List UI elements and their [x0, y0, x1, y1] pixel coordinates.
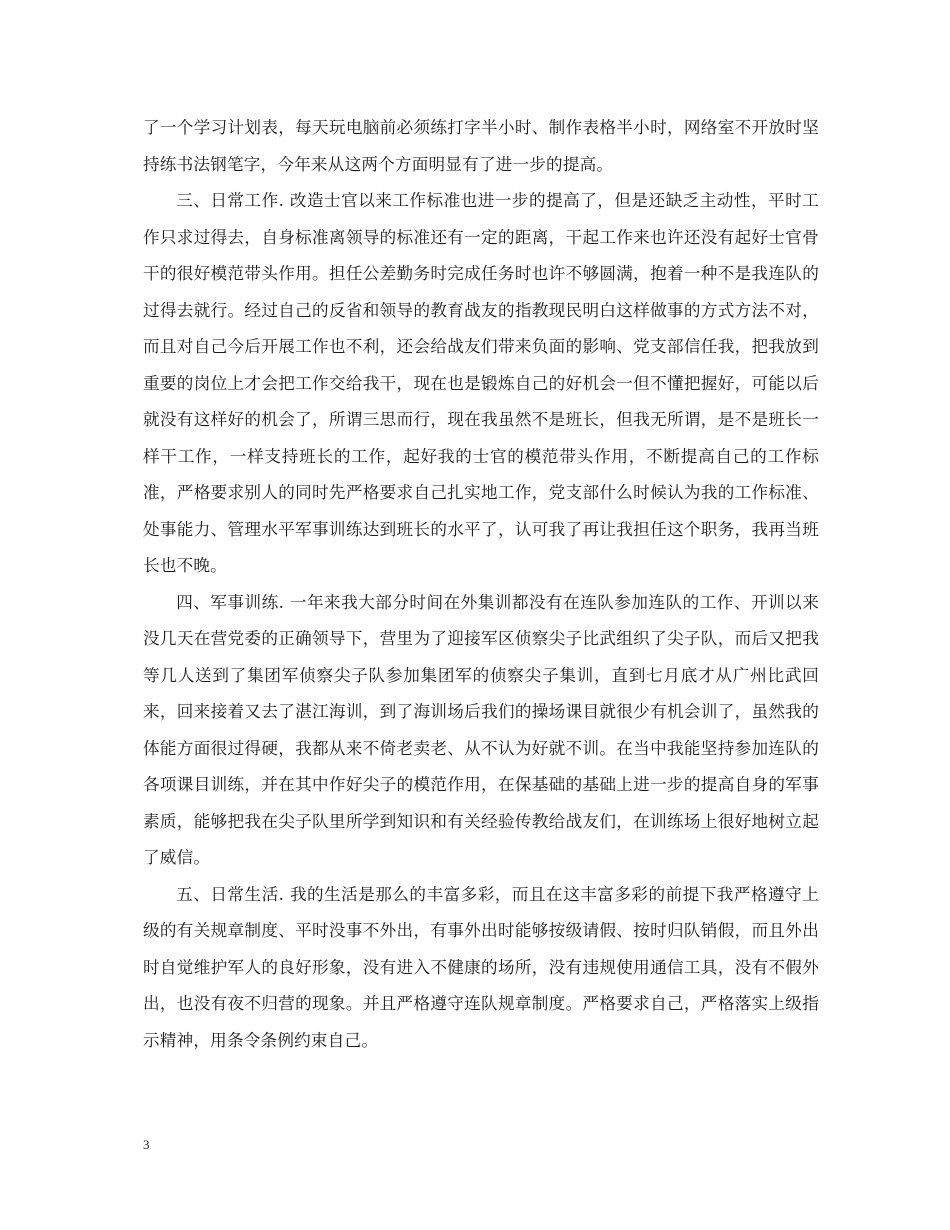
body-text	[143, 110, 819, 1059]
paragraph-4-daily-life: 五、日常生活. 我的生活是那么的丰富多彩，而且在这丰富多彩的前提下我严格遵守上级的有关规章制度、平时没事不外出，有事外出时能够按级请假、按时归队销假，而且外出时自觉维护军人的良好形象，没有进入不健康的场所，没有违规使用通信工具，没有不假外出，也没有夜不归营的现象。并且严格遵守连队规章制度。严格要求自己，严格落实上级指示精神，用条令条例约束自己。	[143, 884, 819, 1050]
page-number: 3	[143, 1137, 150, 1152]
paragraph-1: 了一个学习计划表，每天玩电脑前必须练打字半小时、制作表格半小时，网络室不开放时坚持练书法钢笔字，今年来从这两个方面明显有了进一步的提高。	[143, 118, 819, 174]
paragraph-2-daily-work: 三、日常工作. 改造士官以来工作标准也进一步的提高了，但是还缺乏主动性，平时工作只求过得去，自身标准离领导的标准还有一定的距离，干起工作来也许还没有起好士官骨干的很好模范带头作用。担任公差勤务时完成任务时也许不够圆满，抱着一种不是我连队的过得去就行。经过自己的反省和领导的教育战友的指教现民明白这样做事的方式方法不对，而且对自己今后开展工作也不利，还会给战友们带来负面的影响、党支部信任我，把我放到重要的岗位上才会把工作交给我干，现在也是锻炼自己的好机会一但不懂把握好，可能以后就没有这样好的机会了，所谓三思而行，现在我虽然不是班长，但我无所谓，是不是班长一样干工作，一样支持班长的工作，起好我的士官的模范带头作用，不断提高自己的工作标准，严格要求别人的同时先严格要求自己扎实地工作，党支部什么时候认为我的工作标准、处事能力、管理水平军事训练达到班长的水平了，认可我了再让我担任这个职务，我再当班长也不晚。	[143, 191, 819, 575]
paragraph-3-military-training: 四、军事训练. 一年来我大部分时间在外集训都没有在连队参加连队的工作、开训以来没几天在营党委的正确领导下，营里为了迎接军区侦察尖子比武组织了尖子队，而后又把我等几人送到了集团军侦察尖子队参加集团军的侦察尖子集训，直到七月底才从广州比武回来，回来接着又去了湛江海训，到了海训场后我们的操场课目就很少有机会训了，虽然我的体能方面很过得硬，我都从来不倚老卖老、从不认为好就不训。在当中我能坚持参加连队的各项课目训练，并在其中作好尖子的模范作用，在保基础的基础上进一步的提高自身的军事素质，能够把我在尖子队里所学到知识和有关经验传教给战友们，在训练场上很好地树立起了威信。	[143, 592, 819, 867]
